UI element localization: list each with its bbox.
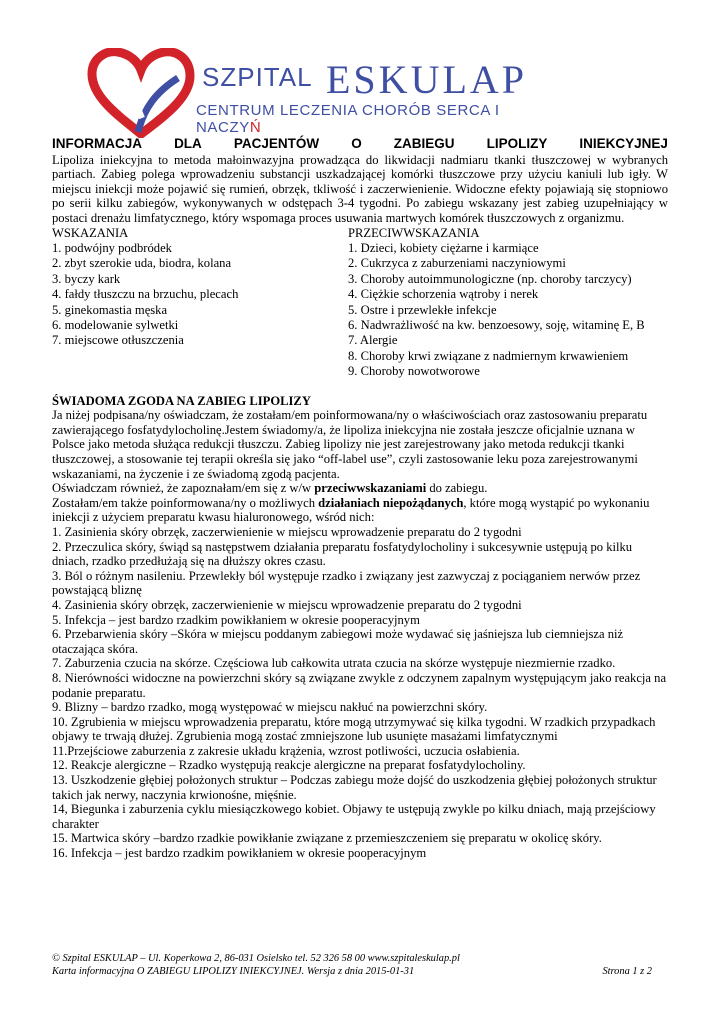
list-item: 9. Choroby nowotworowe xyxy=(348,364,480,379)
side-effect-item: 12. Reakcje alergiczne – Rzadko występują reakcje alergiczne na preparat fosfatydylocholiny. xyxy=(52,758,526,773)
side-effect-item: 15. Martwica skóry –bardzo rzadkie powikłanie związane z przemieszczeniem się preparatu w okolicę skóry. xyxy=(52,831,602,846)
list-item: 1. Dzieci, kobiety ciężarne i karmiące xyxy=(348,240,539,255)
side-effect-item: 5. Infekcja – jest bardzo rzadkim powikłaniem w okresie pooperacyjnym xyxy=(52,612,420,627)
list-item: 7. miejscowe otłuszczenia xyxy=(52,333,184,348)
consent-heading: ŚWIADOMA ZGODA NA ZABIEG LIPOLIZY xyxy=(52,393,311,408)
side-effect-item: 11.Przejściowe zaburzenia z zakresie układu krążenia, wzrost potliwości, uczucia osłabienia. xyxy=(52,743,520,758)
document-title: INFORMACJA DLA PACJENTÓW O ZABIEGU LIPOLIZY INIEKCYJNEJ xyxy=(52,136,668,151)
brand-subtitle: CENTRUM LECZENIA CHORÓB SERCA I NACZYŃ xyxy=(196,102,500,136)
list-item: 1. podwójny podbródek xyxy=(52,240,172,255)
side-effect-item: 14, Biegunka i zaburzenia cyklu miesiączkowego kobiet. Objawy te ustępują zwykle po kilku dniach, mają przejściowy charakter xyxy=(52,802,656,831)
consent-contraindications-statement: Oświadczam również, że zapoznałam/em się z w/w przeciwwskazaniami do zabiegu. xyxy=(52,481,488,496)
document-body xyxy=(52,137,668,861)
consent-section xyxy=(52,394,668,861)
contraindications-heading: PRZECIWWSKAZANIA xyxy=(348,225,480,240)
indications-heading: WSKAZANIA xyxy=(52,225,129,240)
intro-paragraph: Lipoliza iniekcyjna to metoda małoinwazyjna prowadząca do likwidacji nadmiaru tkanki tłuszczowej w wybranych partiach. Zabieg polega wprowadzeniu substancji uszkadzającej komórki tłuszczowe przy użyciu kaniuli lub igły. W miejscu iniekcji może pojawić się rumień, obrzęk, tkliwość i zaczerwienienie. Widoczne efekty pojawiają się stopniowo po serii kilku zabiegów, wykonywanych w odstępach 3-4 tygodni. Po zabiegu wskazany jest zabieg uzupełniający w postaci drenażu limfatycznego, który wspomaga proces usuwania martwych komórek tłuszczowych z organizmu. xyxy=(52,152,668,225)
list-item: 3. Choroby autoimmunologiczne (np. choroby tarczycy) xyxy=(348,271,632,286)
side-effect-item: 13. Uszkodzenie głębiej położonych struktur – Podczas zabiegu może dojść do uszkodzenia głębiej położonych struktur takich jak nerwy, naczynia krwionośne, mięśnie. xyxy=(52,773,657,802)
list-item: 5. Ostre i przewlekłe infekcje xyxy=(348,302,497,317)
side-effect-item: 4. Zasinienia skóry obrzęk, zaczerwienienie w miejscu wprowadzenie preparatu do 2 tygodni xyxy=(52,597,522,612)
page-footer xyxy=(52,952,652,978)
list-item: 8. Choroby krwi związane z nadmiernym krwawieniem xyxy=(348,348,629,363)
list-item: 6. Nadwrażliwość na kw. benzoesowy, soję, witaminę E, B xyxy=(348,318,645,332)
side-effect-item: 16. Infekcja – jest bardzo rzadkim powikłaniem w okresie pooperacyjnym xyxy=(52,846,427,861)
list-item: 6. modelowanie sylwetki xyxy=(52,318,179,332)
indications-columns xyxy=(52,226,668,380)
list-item: 4. fałdy tłuszczu na brzuchu, plecach xyxy=(52,287,239,302)
side-effect-item: 7. Zaburzenia czucia na skórze. Częściowa lub całkowita utrata czucia na skórze występuje niezmiernie rzadko. xyxy=(52,656,616,671)
list-item: 2. zbyt szerokie uda, biodra, kolana xyxy=(52,256,232,271)
list-item: 2. Cukrzyca z zaburzeniami naczyniowymi xyxy=(348,256,566,271)
side-effect-item: 1. Zasinienia skóry obrzęk, zaczerwienienie w miejscu wprowadzenie preparatu do 2 tygodni xyxy=(52,524,522,539)
side-effect-item: 9. Blizny – bardzo rzadko, mogą występować w miejscu nakłuć na powierzchni skóry. xyxy=(52,700,488,715)
brand-szpital: SZPITAL xyxy=(202,62,313,92)
footer-document-info: Karta informacyjna O ZABIEGU LIPOLIZY INIEKCYJNEJ. Wersja z dnia 2015-01-31 xyxy=(52,966,415,977)
brand-eskulap: ESKULAP xyxy=(326,57,528,102)
side-effect-item: 6. Przebarwienia skóry –Skóra w miejscu poddanym zabiegowi może wydawać się jaśniejsza lub ciemniejsza niż otaczająca skóra. xyxy=(52,627,624,656)
heart-logo-icon xyxy=(86,48,196,138)
hospital-logo xyxy=(86,44,566,134)
list-item: 4. Ciężkie schorzenia wątroby i nerek xyxy=(348,287,539,302)
side-effect-item: 2. Przeczulica skóry, świąd są następstwem działania preparatu fosfatydylocholiny i sukcesywnie ustępują po kilku dniach, rzadko przedłużają się na dłuższy okres czasu. xyxy=(52,539,633,569)
list-item: 3. byczy kark xyxy=(52,271,121,286)
list-item: 5. ginekomastia męska xyxy=(52,302,168,317)
side-effect-item: 3. Ból o różnym nasileniu. Przewlekły ból występuje rzadko i związany jest zazwyczaj z pociąganiem nerwów przez powstającą bliznę xyxy=(52,568,641,598)
page-number: Strona 1 z 2 xyxy=(602,966,652,977)
side-effect-item: 10. Zgrubienia w miejscu wprowadzenia preparatu, które mogą utrzymywać się kilka tygodni. W rzadkich przypadkach objawy te trwają dłużej. Zgrubienia mogą zostać zmniejszone lub usunięte masażami limfatycznymi xyxy=(52,714,656,744)
side-effect-item: 8. Nierówności widoczne na powierzchni skóry są związane zwykle z odczynem zapalnym występującym jako reakcja na podanie preparatu. xyxy=(52,670,667,700)
footer-address: © Szpital ESKULAP – Ul. Koperkowa 2, 86-031 Osielsko tel. 52 326 58 00 www.szpitaleskulap.pl xyxy=(52,953,460,964)
list-item: 7. Alergie xyxy=(348,333,398,348)
contraindications-list xyxy=(348,226,668,380)
consent-paragraph: Ja niżej podpisana/ny oświadczam, że zostałam/em poinformowana/ny o właściwościach oraz zastosowaniu preparatu zawierającego fosfatydylocholinę.Jestem świadomy/a, że lipoliza iniekcyjna nie została jeszcze oficjalnie uznana w Polsce jako metoda służąca redukcji tłuszczu. Zabieg lipolizy nie jest zarejestrowany jako metoda redukcji tkanki tłuszczowej, a stosowanie tej terapii określa się jako “off-label use”, czyli zastosowanie leku poza zarejestrowanymi wskazaniami, na życzenie i ze świadomą zgodą pacjenta. xyxy=(52,408,648,481)
consent-side-effects-statement: Zostałam/em także poinformowana/ny o możliwych działaniach niepożądanych, które mogą wystąpić po wykonaniu iniekcji z użyciem preparatu kwasu hialuronowego, wśród nich: xyxy=(52,495,650,525)
indications-list xyxy=(52,226,348,380)
